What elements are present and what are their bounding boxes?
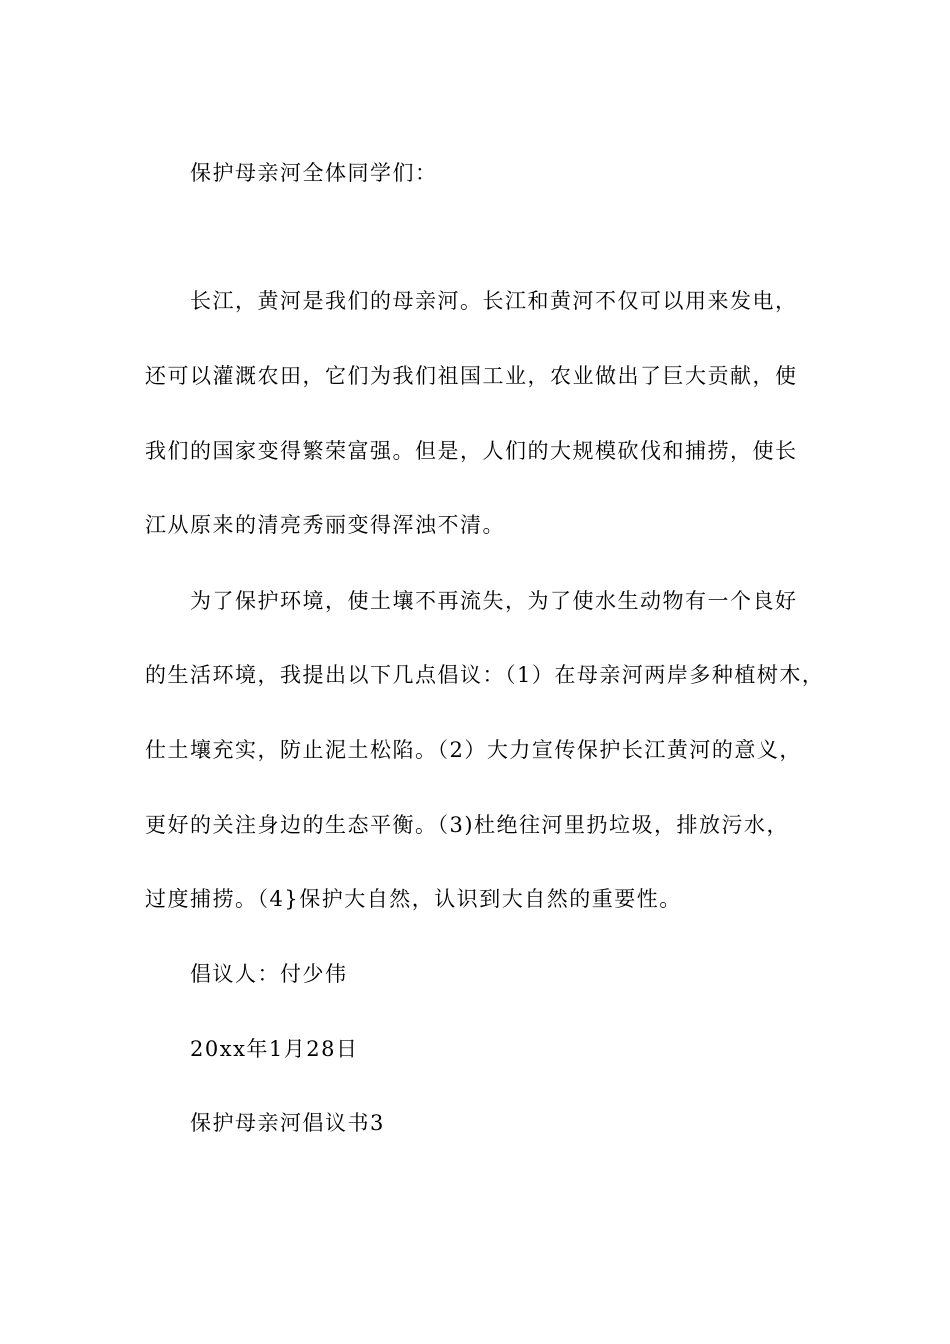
paragraph-1-line-4: 江从原来的清亮秀丽变得浑浊不清。 (145, 513, 505, 537)
next-section-title: 保护母亲河倡议书3 (190, 1111, 385, 1135)
paragraph-2-line-5: 过度捕捞。（4}保护大自然，认识到大自然的重要性。 (145, 887, 682, 911)
paragraph-1-line-1: 长江，黄河是我们的母亲河。长江和黄河不仅可以用来发电， (190, 289, 798, 313)
paragraph-2-line-3: 仕土壤充实，防止泥土松陷。（2）大力宣传保护长江黄河的意义， (145, 738, 802, 762)
paragraph-1-line-3: 我们的国家变得繁荣富强。但是，人们的大规模砍伐和捕捞，使长 (145, 439, 798, 463)
salutation: 保护母亲河全体同学们： (190, 161, 438, 185)
proposer-line: 倡议人：付少伟 (190, 962, 348, 986)
paragraph-2-line-1: 为了保护环境，使土壤不再流失，为了使水生动物有一个良好 (190, 589, 798, 613)
paragraph-1-line-2: 还可以灌溉农田，它们为我们祖国工业，农业做出了巨大贡献，使 (145, 364, 798, 388)
date-line: 20xx年1月28日 (190, 1037, 359, 1061)
paragraph-2-line-2: 的生活环境，我提出以下几点倡议：（1）在母亲河两岸多种植树木， (145, 663, 825, 687)
paragraph-2-line-4: 更好的关注身边的生态平衡。（3)杜绝往河里扔垃圾，排放污水， (145, 813, 790, 837)
